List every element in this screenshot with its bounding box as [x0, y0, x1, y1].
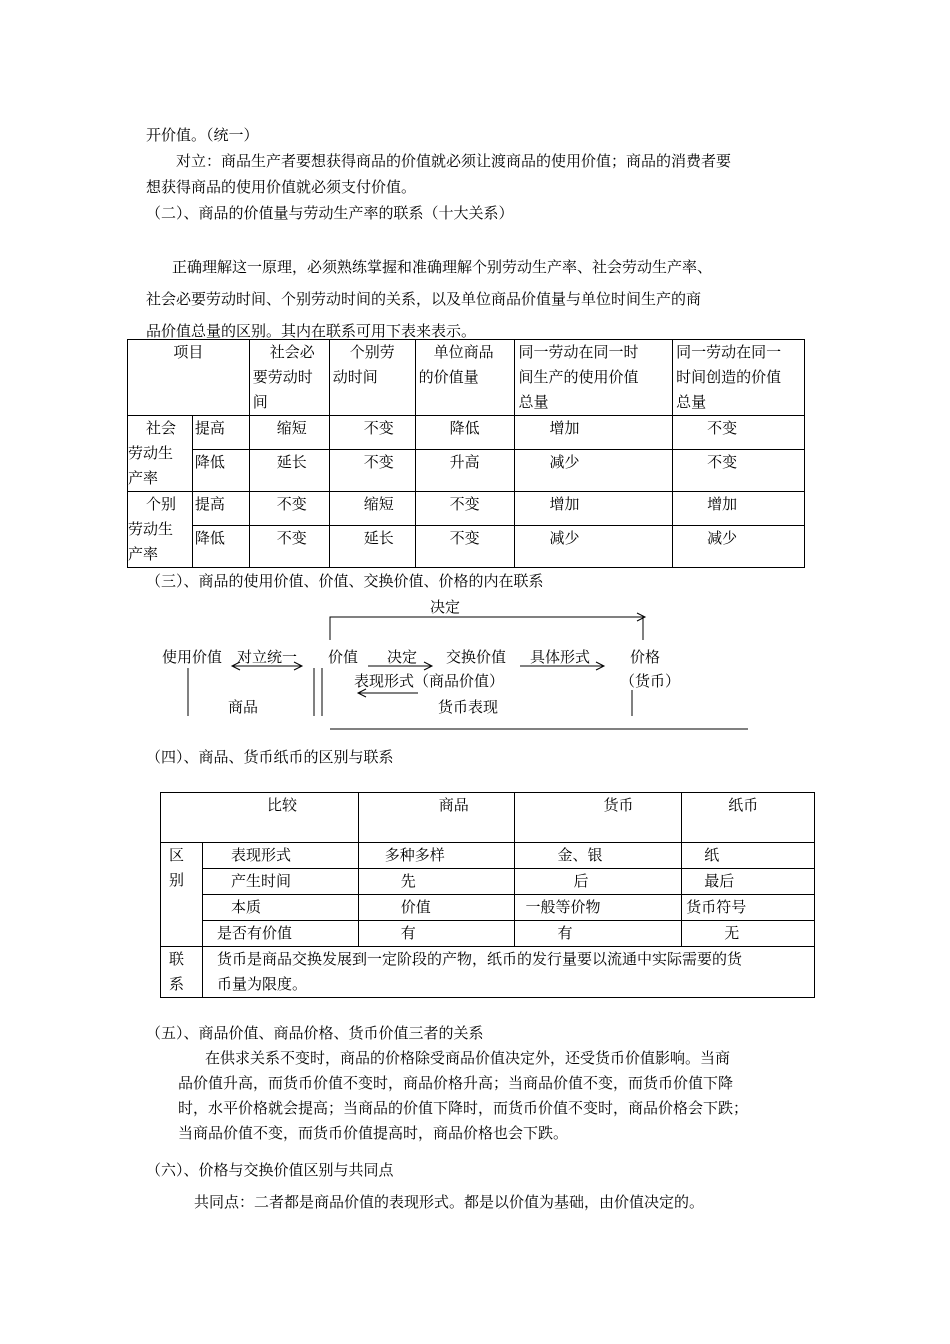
table-cell: 增加 — [673, 492, 805, 526]
table-cell: 缩短 — [249, 416, 329, 450]
section-heading: （五）、商品价值、商品价格、货币价值三者的关系 — [146, 1024, 484, 1042]
text-line: 时，水平价格就会提高；当商品的价值下降时，而货币价值不变时，商品价格会下跌； — [178, 1099, 749, 1117]
table-cell: 减少 — [515, 450, 673, 492]
table-cell: 后 — [515, 869, 682, 895]
table-cell: 多种多样 — [358, 843, 515, 869]
header-use-value-total: 同一劳动在同一时 间生产的使用价值 总量 — [515, 340, 673, 416]
label-expression: 表现形式（商品价值） — [354, 672, 505, 690]
decide-bracket-line — [330, 617, 643, 640]
table-cell: 金、银 — [515, 843, 682, 869]
section-heading: （四）、商品、货币纸币的区别与联系 — [146, 748, 394, 766]
table-cell: 减少 — [673, 526, 805, 568]
label-decide-top: 决定 — [430, 598, 461, 616]
table-cell: 纸 — [682, 843, 815, 869]
label-commodity: 商品 — [228, 698, 259, 716]
header-goods: 商品 — [358, 793, 515, 843]
label-use-value: 使用价值 — [162, 648, 223, 666]
table-cell: 是否有价值 — [202, 921, 358, 947]
table-cell: 不变 — [329, 450, 415, 492]
section-heading: （三）、商品的使用价值、价值、交换价值、价格的内在联系 — [146, 572, 544, 590]
header-paper-money: 纸币 — [682, 793, 815, 843]
table-cell: 不变 — [249, 526, 329, 568]
relation-text: 货币是商品交换发展到一定阶段的产物，纸币的发行量要以流通中实际需要的货 币量为限度。 — [202, 947, 814, 998]
group-individual-productivity: 个别 劳动生 产率 — [128, 492, 193, 568]
table-cell: 提高 — [192, 416, 249, 450]
table-cell: 本质 — [202, 895, 358, 921]
label-concrete-form: 具体形式 — [530, 648, 591, 666]
header-value-total: 同一劳动在同一 时间创造的价值 总量 — [673, 340, 805, 416]
text-line: 想获得商品的使用价值就必须支付价值。 — [146, 178, 417, 196]
label-money-paren: （货币） — [620, 672, 681, 690]
label-price: 价格 — [630, 648, 661, 666]
text-line: 社会必要劳动时间、个别劳动时间的关系，以及单位商品价值量与单位时间生产的商 — [146, 290, 702, 308]
header-money: 货币 — [515, 793, 682, 843]
header-item: 项目 — [128, 340, 250, 416]
table-cell: 升高 — [415, 450, 515, 492]
text-line: 正确理解这一原理，必须熟练掌握和准确理解个别劳动生产率、社会劳动生产率、 — [172, 258, 713, 276]
table-cell: 不变 — [249, 492, 329, 526]
table-cell: 有 — [515, 921, 682, 947]
header-unit-value: 单位商品 的价值量 — [415, 340, 515, 416]
table-cell: 无 — [682, 921, 815, 947]
table-cell: 不变 — [673, 450, 805, 492]
table-cell: 不变 — [415, 492, 515, 526]
label-value: 价值 — [328, 648, 359, 666]
header-individual-time: 个别劳 动时间 — [329, 340, 415, 416]
text-line: 开价值。（统一） — [146, 126, 259, 144]
empty-cell — [161, 921, 203, 947]
label-exchange-value: 交换价值 — [446, 648, 507, 666]
table-cell: 缩短 — [329, 492, 415, 526]
table-cell: 不变 — [415, 526, 515, 568]
section-heading: （二）、商品的价值量与劳动生产率的联系（十大关系） — [146, 204, 514, 222]
group-social-productivity: 社会 劳动生 产率 — [128, 416, 193, 492]
table-cell: 降低 — [192, 526, 249, 568]
money-compare-table — [160, 792, 815, 998]
section-heading: （六）、价格与交换价值区别与共同点 — [146, 1161, 394, 1179]
table-cell: 不变 — [673, 416, 805, 450]
text-line: 当商品价值不变，而货币价值提高时，商品价格也会下跌。 — [178, 1124, 569, 1142]
text-line: 共同点：二者都是商品价值的表现形式。都是以价值为基础，由价值决定的。 — [194, 1193, 705, 1211]
table-cell: 货币符号 — [682, 895, 815, 921]
table-cell: 提高 — [192, 492, 249, 526]
text-line: 在供求关系不变时，商品的价格除受商品价值决定外，还受货币价值影响。当商 — [205, 1049, 731, 1067]
table-cell: 增加 — [515, 416, 673, 450]
table-cell: 不变 — [329, 416, 415, 450]
label-opposition-unity: 对立统一 — [237, 648, 298, 666]
table-cell: 产生时间 — [202, 869, 358, 895]
table-cell: 一般等价物 — [515, 895, 682, 921]
label-relation: 联 系 — [161, 947, 203, 998]
label-decide-mid: 决定 — [387, 648, 418, 666]
header-social-time: 社会必 要劳动时 间 — [249, 340, 329, 416]
label-difference: 区 别 — [161, 843, 203, 921]
table-cell: 增加 — [515, 492, 673, 526]
table-cell: 表现形式 — [202, 843, 358, 869]
table-cell: 降低 — [192, 450, 249, 492]
table-cell: 最后 — [682, 869, 815, 895]
table-cell: 减少 — [515, 526, 673, 568]
text-line: 品价值升高，而货币价值不变时，商品价格升高；当商品价值不变，而货币价值下降 — [178, 1074, 734, 1092]
table-cell: 延长 — [249, 450, 329, 492]
table-cell: 有 — [358, 921, 515, 947]
text-line: 对立：商品生产者要想获得商品的价值就必须让渡商品的使用价值；商品的消费者要 — [176, 152, 732, 170]
table-cell: 价值 — [358, 895, 515, 921]
table-cell: 延长 — [329, 526, 415, 568]
label-money-expression: 货币表现 — [438, 698, 499, 716]
text-line: 品价值总量的区别。其内在联系可用下表来表示。 — [146, 322, 477, 340]
header-compare: 比较 — [161, 793, 359, 843]
table-cell: 先 — [358, 869, 515, 895]
table-cell: 降低 — [415, 416, 515, 450]
